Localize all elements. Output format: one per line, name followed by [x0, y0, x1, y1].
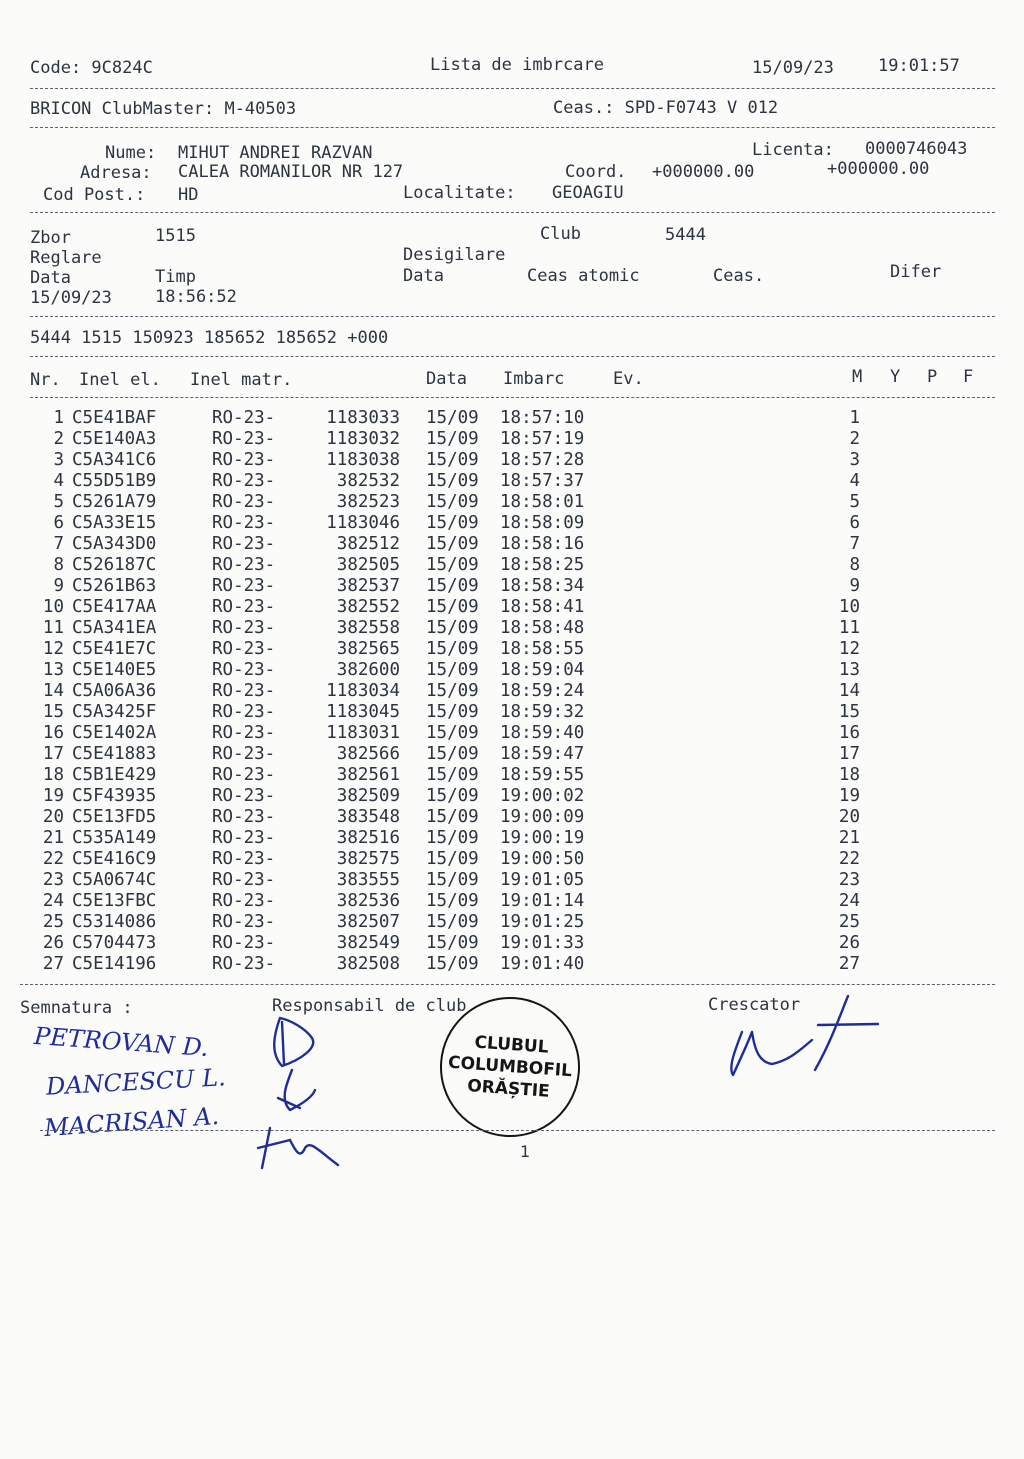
ring-prefix: RO-23-	[212, 429, 276, 449]
row-number: 7	[53, 534, 64, 554]
electronic-ring: C5E13FD5	[72, 807, 157, 827]
electronic-ring: C5A343D0	[72, 534, 157, 554]
data-label-2: Data	[403, 266, 444, 286]
club-number: 5444	[665, 225, 706, 245]
row-number: 23	[42, 870, 64, 890]
club-responsible-label: Responsabil de club	[272, 996, 467, 1016]
data-label: Data	[30, 268, 71, 288]
rank-m: 20	[838, 807, 860, 827]
col-f: F	[963, 367, 974, 387]
ring-number: 382565	[336, 639, 400, 659]
row-number: 20	[42, 807, 64, 827]
club-signature-1	[274, 1018, 313, 1066]
code-label: Code: 9C824C	[30, 58, 153, 78]
arrival-time: 18:58:55	[500, 639, 585, 659]
clock-id: Ceas.: SPD-F0743 V 012	[553, 98, 779, 118]
row-number: 2	[53, 429, 64, 449]
row-number: 11	[42, 618, 64, 638]
col-y: Y	[890, 367, 901, 387]
stamp-line-2: COLUMBOFIL	[447, 1052, 573, 1082]
flight-summary: 5444 1515 150923 185652 185652 +000	[30, 328, 389, 348]
electronic-ring: C5314086	[72, 912, 157, 932]
ring-number: 382516	[336, 828, 400, 848]
coord-2: +000000.00	[827, 159, 930, 179]
ceas-atomic-label: Ceas atomic	[527, 266, 640, 286]
address-label: Adresa:	[80, 163, 152, 183]
electronic-ring: C5A33E15	[72, 513, 157, 533]
ring-prefix: RO-23-	[212, 471, 276, 491]
ceas-label: Ceas.	[713, 266, 765, 286]
rank-m: 15	[838, 702, 860, 722]
ring-number: 382600	[336, 660, 400, 680]
ring-number: 382512	[336, 534, 400, 554]
ring-number: 382537	[336, 576, 400, 596]
col-m: M	[852, 367, 863, 387]
ring-prefix: RO-23-	[212, 828, 276, 848]
arrival-date: 15/09	[426, 639, 479, 659]
arrival-date: 15/09	[426, 933, 479, 953]
electronic-ring: C5A0674C	[72, 870, 157, 890]
row-number: 18	[42, 765, 64, 785]
col-ev: Ev.	[613, 369, 644, 389]
arrival-time: 19:01:40	[500, 954, 585, 974]
arrival-date: 15/09	[426, 429, 479, 449]
ring-prefix: RO-23-	[212, 744, 276, 764]
zbor-number: 1515	[155, 226, 196, 246]
ring-number: 382549	[336, 933, 400, 953]
postal-label: Cod Post.:	[43, 185, 146, 205]
rank-m: 8	[849, 555, 860, 575]
reglare-label: Reglare	[30, 248, 102, 268]
rank-m: 24	[838, 891, 860, 911]
rank-m: 27	[838, 954, 860, 974]
arrival-date: 15/09	[426, 870, 479, 890]
ring-number: 382536	[336, 891, 400, 911]
col-inel-matr: Inel matr.	[190, 370, 293, 390]
print-date: 15/09/23	[752, 58, 834, 78]
rank-m: 9	[849, 576, 860, 596]
ring-prefix: RO-23-	[212, 597, 276, 617]
electronic-ring: C5A341C6	[72, 450, 157, 470]
ring-prefix: RO-23-	[212, 891, 276, 911]
ring-prefix: RO-23-	[212, 492, 276, 512]
handwritten-signer-2: DANCESCU L.	[45, 1063, 227, 1101]
ring-prefix: RO-23-	[212, 765, 276, 785]
rank-m: 21	[838, 828, 860, 848]
electronic-ring: C55D51B9	[72, 471, 157, 491]
ring-prefix: RO-23-	[212, 849, 276, 869]
handwritten-signer-1: PETROVAN D.	[33, 1021, 210, 1063]
row-number: 12	[42, 639, 64, 659]
rank-m: 23	[838, 870, 860, 890]
ring-number: 1183038	[326, 450, 400, 470]
electronic-ring: C5E41883	[72, 744, 157, 764]
signature-label: Semnatura :	[20, 998, 133, 1018]
rank-m: 26	[838, 933, 860, 953]
ring-number: 1183045	[326, 702, 400, 722]
owner-name: MIHUT ANDREI RAZVAN	[178, 143, 373, 163]
rank-m: 19	[838, 786, 860, 806]
rank-m: 22	[838, 849, 860, 869]
rank-m: 11	[838, 618, 860, 638]
electronic-ring: C5E13FBC	[72, 891, 157, 911]
electronic-ring: C5E14196	[72, 954, 157, 974]
ring-number: 1183034	[326, 681, 400, 701]
row-number: 25	[42, 912, 64, 932]
row-number: 26	[42, 933, 64, 953]
reglare-date: 15/09/23	[30, 288, 112, 308]
arrival-date: 15/09	[426, 723, 479, 743]
electronic-ring: C5E140A3	[72, 429, 157, 449]
electronic-ring: C5A06A36	[72, 681, 157, 701]
arrival-time: 19:00:09	[500, 807, 585, 827]
arrival-time: 18:58:09	[500, 513, 585, 533]
arrival-date: 15/09	[426, 681, 479, 701]
electronic-ring: C5E417AA	[72, 597, 157, 617]
difer-label: Difer	[890, 262, 942, 282]
ring-number: 382575	[336, 849, 400, 869]
arrival-date: 15/09	[426, 744, 479, 764]
arrival-time: 18:59:55	[500, 765, 585, 785]
electronic-ring: C5E1402A	[72, 723, 157, 743]
ring-number: 382505	[336, 555, 400, 575]
coord-label: Coord.	[565, 162, 627, 182]
ring-number: 382566	[336, 744, 400, 764]
ring-number: 382558	[336, 618, 400, 638]
ring-prefix: RO-23-	[212, 534, 276, 554]
row-number: 8	[53, 555, 64, 575]
col-p: P	[927, 367, 938, 387]
ring-prefix: RO-23-	[212, 618, 276, 638]
arrival-date: 15/09	[426, 702, 479, 722]
software-version: BRICON ClubMaster: M-40503	[30, 99, 297, 119]
license-number: 0000746043	[865, 139, 968, 159]
electronic-ring: C5E140E5	[72, 660, 157, 680]
ring-prefix: RO-23-	[212, 954, 276, 974]
arrival-date: 15/09	[426, 849, 479, 869]
ring-prefix: RO-23-	[212, 450, 276, 470]
name-label: Nume:	[105, 143, 157, 163]
desigilare-label: Desigilare	[403, 245, 506, 265]
col-nr: Nr.	[30, 370, 61, 390]
rank-m: 17	[838, 744, 860, 764]
row-number: 3	[53, 450, 64, 470]
breeder-signature	[731, 996, 878, 1075]
row-number: 24	[42, 891, 64, 911]
stamp-line-3: ORĂȘTIE	[466, 1076, 551, 1102]
arrival-date: 15/09	[426, 954, 479, 974]
rank-m: 16	[838, 723, 860, 743]
reglare-time: 18:56:52	[155, 287, 237, 307]
arrival-time: 19:01:05	[500, 870, 585, 890]
page-number: 1	[520, 1142, 531, 1161]
arrival-time: 18:58:48	[500, 618, 585, 638]
arrival-date: 15/09	[426, 534, 479, 554]
ring-prefix: RO-23-	[212, 870, 276, 890]
ring-prefix: RO-23-	[212, 807, 276, 827]
arrival-time: 18:57:28	[500, 450, 585, 470]
print-time: 19:01:57	[878, 56, 960, 76]
locality: GEOAGIU	[552, 183, 624, 203]
arrival-date: 15/09	[426, 513, 479, 533]
electronic-ring: C5A341EA	[72, 618, 157, 638]
arrival-date: 15/09	[426, 660, 479, 680]
row-number: 22	[42, 849, 64, 869]
handwritten-signer-3: MACRISAN A.	[43, 1101, 220, 1143]
ring-number: 382508	[336, 954, 400, 974]
row-number: 15	[42, 702, 64, 722]
electronic-ring: C526187C	[72, 555, 157, 575]
rank-m: 7	[849, 534, 860, 554]
row-number: 21	[42, 828, 64, 848]
separator	[40, 1130, 995, 1131]
ring-prefix: RO-23-	[212, 576, 276, 596]
col-imbarc: Imbarc	[503, 369, 565, 389]
ring-number: 1183033	[326, 408, 400, 428]
ring-prefix: RO-23-	[212, 660, 276, 680]
row-number: 16	[42, 723, 64, 743]
row-number: 19	[42, 786, 64, 806]
ring-prefix: RO-23-	[212, 912, 276, 932]
arrival-time: 18:59:32	[500, 702, 585, 722]
club-signature-3	[258, 1128, 338, 1168]
arrival-date: 15/09	[426, 807, 479, 827]
row-number: 5	[53, 492, 64, 512]
arrival-date: 15/09	[426, 786, 479, 806]
ring-prefix: RO-23-	[212, 513, 276, 533]
electronic-ring: C5261A79	[72, 492, 157, 512]
row-number: 9	[53, 576, 64, 596]
arrival-date: 15/09	[426, 597, 479, 617]
arrival-date: 15/09	[426, 471, 479, 491]
ring-prefix: RO-23-	[212, 933, 276, 953]
club-signature-2	[278, 1070, 315, 1110]
arrival-time: 18:59:24	[500, 681, 585, 701]
row-number: 17	[42, 744, 64, 764]
col-data: Data	[426, 369, 467, 389]
rank-m: 13	[838, 660, 860, 680]
ring-prefix: RO-23-	[212, 555, 276, 575]
arrival-time: 19:01:25	[500, 912, 585, 932]
electronic-ring: C5704473	[72, 933, 157, 953]
ring-prefix: RO-23-	[212, 681, 276, 701]
col-inel-el: Inel el.	[79, 370, 161, 390]
club-label: Club	[540, 224, 581, 244]
ring-prefix: RO-23-	[212, 408, 276, 428]
postal-code: HD	[178, 185, 199, 205]
arrival-time: 18:57:19	[500, 429, 585, 449]
electronic-ring: C5F43935	[72, 786, 157, 806]
arrival-date: 15/09	[426, 408, 479, 428]
electronic-ring: C5A3425F	[72, 702, 157, 722]
license-label: Licenta:	[752, 140, 834, 160]
row-number: 1	[53, 408, 64, 428]
ring-number: 382509	[336, 786, 400, 806]
ring-number: 1183046	[326, 513, 400, 533]
arrival-time: 19:00:19	[500, 828, 585, 848]
coord-1: +000000.00	[652, 162, 755, 182]
electronic-ring: C5E41BAF	[72, 408, 157, 428]
rank-m: 1	[849, 408, 860, 428]
rank-m: 14	[838, 681, 860, 701]
ring-prefix: RO-23-	[212, 639, 276, 659]
arrival-date: 15/09	[426, 828, 479, 848]
ring-number: 1183032	[326, 429, 400, 449]
stamp-line-1: CLUBUL	[473, 1032, 550, 1058]
rank-m: 18	[838, 765, 860, 785]
ring-number: 383548	[336, 807, 400, 827]
timp-label: Timp	[155, 267, 196, 287]
zbor-label: Zbor	[30, 228, 71, 248]
arrival-time: 18:59:47	[500, 744, 585, 764]
ring-number: 382532	[336, 471, 400, 491]
arrival-time: 18:58:16	[500, 534, 585, 554]
ring-number: 382507	[336, 912, 400, 932]
arrival-time: 18:58:41	[500, 597, 585, 617]
rank-m: 2	[849, 429, 860, 449]
electronic-ring: C5E41E7C	[72, 639, 157, 659]
row-number: 14	[42, 681, 64, 701]
electronic-ring: C5261B63	[72, 576, 157, 596]
arrival-time: 18:59:04	[500, 660, 585, 680]
arrival-time: 18:58:34	[500, 576, 585, 596]
row-number: 27	[42, 954, 64, 974]
electronic-ring: C535A149	[72, 828, 157, 848]
rank-m: 5	[849, 492, 860, 512]
arrival-date: 15/09	[426, 576, 479, 596]
document-title: Lista de imbrcare	[430, 55, 604, 75]
ring-number: 382552	[336, 597, 400, 617]
ring-number: 383555	[336, 870, 400, 890]
rank-m: 3	[849, 450, 860, 470]
arrival-time: 19:01:33	[500, 933, 585, 953]
rank-m: 25	[838, 912, 860, 932]
electronic-ring: C5B1E429	[72, 765, 157, 785]
rank-m: 12	[838, 639, 860, 659]
ring-number: 382561	[336, 765, 400, 785]
ring-prefix: RO-23-	[212, 702, 276, 722]
arrival-date: 15/09	[426, 492, 479, 512]
arrival-date: 15/09	[426, 618, 479, 638]
rank-m: 10	[838, 597, 860, 617]
row-number: 4	[53, 471, 64, 491]
ring-prefix: RO-23-	[212, 786, 276, 806]
row-number: 6	[53, 513, 64, 533]
arrival-date: 15/09	[426, 450, 479, 470]
locality-label: Localitate:	[403, 183, 516, 203]
ring-number: 382523	[336, 492, 400, 512]
ring-prefix: RO-23-	[212, 723, 276, 743]
rank-m: 6	[849, 513, 860, 533]
arrival-time: 18:57:10	[500, 408, 585, 428]
rank-m: 4	[849, 471, 860, 491]
arrival-date: 15/09	[426, 555, 479, 575]
arrival-time: 18:58:25	[500, 555, 585, 575]
arrival-time: 19:00:50	[500, 849, 585, 869]
row-number: 10	[42, 597, 64, 617]
ring-number: 1183031	[326, 723, 400, 743]
owner-address: CALEA ROMANILOR NR 127	[178, 162, 404, 182]
arrival-time: 19:00:02	[500, 786, 585, 806]
arrival-date: 15/09	[426, 765, 479, 785]
arrival-time: 18:59:40	[500, 723, 585, 743]
arrival-time: 18:57:37	[500, 471, 585, 491]
arrival-time: 19:01:14	[500, 891, 585, 911]
row-number: 13	[42, 660, 64, 680]
arrival-date: 15/09	[426, 912, 479, 932]
electronic-ring: C5E416C9	[72, 849, 157, 869]
arrival-date: 15/09	[426, 891, 479, 911]
arrival-time: 18:58:01	[500, 492, 585, 512]
breeder-label: Crescator	[708, 995, 801, 1015]
